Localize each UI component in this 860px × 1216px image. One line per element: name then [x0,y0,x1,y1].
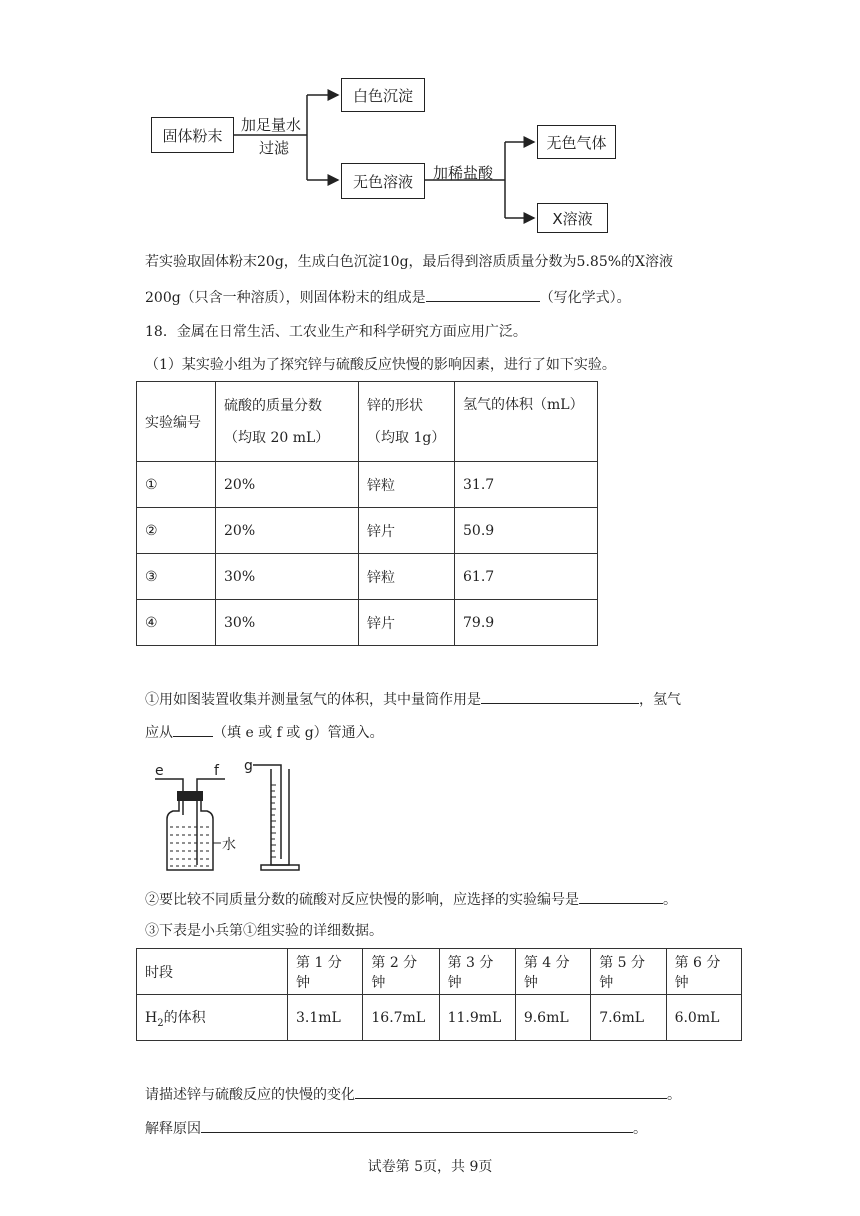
flow-box-x-solution: X溶液 [537,203,608,233]
header-acid [216,382,359,462]
cell-minute-6: 6.0mL [666,995,741,1041]
cell-volume: 79.9 [455,600,598,646]
flow-label-add-acid: 加稀盐酸 [433,164,494,182]
sub1-cylinder-blank[interactable] [481,688,639,704]
row-label-h2-volume [137,995,288,1041]
label-water: 水 [222,837,236,853]
cell-volume: 61.7 [455,554,598,600]
cell-minute-3: 11.9mL [439,995,515,1041]
cell-minute-4: 9.6mL [515,995,590,1041]
header-minute-4: 第 4 分钟 [515,949,590,995]
sub2-text: ②要比较不同质量分数的硫酸对反应快慢的影响，应选择的实验编号是 [145,892,579,908]
sub1-line1 [145,688,681,710]
table-row [137,995,742,1041]
cell-minute-5: 7.6mL [591,995,666,1041]
table-row [137,554,598,600]
q17-answer-blank[interactable] [426,286,540,302]
cell-zinc: 锌片 [359,508,455,554]
flow-label-add-water: 加足量水 [241,116,302,134]
header-minute-2: 第 2 分钟 [363,949,439,995]
describe-text: 请描述锌与硫酸反应的快慢的变化 [145,1087,355,1103]
page-footer: 试卷第 5页，共 9页 [367,1159,493,1175]
table-row [137,508,598,554]
header-acid-line1: 硫酸的质量分数 [224,397,322,414]
sub1-line2-text: 应从 [145,725,173,741]
q18-title: 18．金属在日常生活、工农业生产和科学研究方面应用广泛。 [145,324,527,340]
cell-zinc: 锌片 [359,600,455,646]
header-zinc-line2: （均取 1g） [367,429,446,446]
cell-minute-2: 16.7mL [363,995,439,1041]
explain-answer-blank[interactable] [201,1117,633,1133]
experiment-table [136,381,598,646]
cell-volume: 50.9 [455,508,598,554]
q18-part1: （1）某实验小组为了探究锌与硫酸反应快慢的影响因素，进行了如下实验。 [145,357,616,373]
label-e: e [155,763,164,779]
cell-acid: 30% [216,600,359,646]
label-g: g [244,758,253,774]
cell-minute-1: 3.1mL [288,995,363,1041]
header-minute-5: 第 5 分钟 [591,949,666,995]
explain-text: 解释原因 [145,1121,201,1137]
flowchart-arrows [0,0,860,240]
explain-end: 。 [633,1121,647,1137]
cell-exp-no: ④ [137,600,216,646]
table-header-row [137,949,742,995]
h2-subscript: 2 [157,1017,164,1029]
cell-acid: 30% [216,554,359,600]
sub1-line1-end: ，氢气 [639,692,681,708]
cell-acid: 20% [216,462,359,508]
q17-line2-end: （写化学式）。 [539,290,631,306]
flow-box-precipitate: 白色沉淀 [341,78,425,112]
gas-bottle-and-cylinder-icon [145,755,305,875]
cell-volume: 31.7 [455,462,598,508]
q17-line2 [145,286,631,308]
header-minute-3: 第 3 分钟 [439,949,515,995]
table-row [137,462,598,508]
cell-zinc: 锌粒 [359,554,455,600]
sub3-line: ③下表是小兵第①组实验的详细数据。 [145,923,383,939]
cell-acid: 20% [216,508,359,554]
h2-symbol: H [145,1009,158,1026]
label-f: f [214,763,219,779]
cell-zinc: 锌粒 [359,462,455,508]
cell-exp-no: ③ [137,554,216,600]
q17-line2-text: 200g（只含一种溶质），则固体粉末的组成是 [145,290,426,306]
describe-line [145,1083,681,1105]
header-minute-6: 第 6 分钟 [666,949,741,995]
describe-end: 。 [667,1087,681,1103]
flow-label-filter: 过滤 [259,139,290,157]
sub2-end: 。 [663,892,677,908]
sub1-line2 [145,721,384,743]
flow-box-start: 固体粉末 [151,117,234,153]
time-data-table [136,948,742,1041]
cell-exp-no: ② [137,508,216,554]
header-minute-1: 第 1 分钟 [288,949,363,995]
sub2-answer-blank[interactable] [579,888,663,904]
table-row [137,600,598,646]
sub1-line1-text: ①用如图装置收集并测量氢气的体积，其中量筒作用是 [145,692,481,708]
header-h2-volume: 氢气的体积（mL） [455,382,598,462]
header-zinc [359,382,455,462]
explain-line [145,1117,647,1139]
header-period: 时段 [137,949,288,995]
sub1-tube-blank[interactable] [173,721,213,737]
sub1-line2-end: （填 e 或 f 或 g）管通入。 [213,725,384,741]
flow-box-solution: 无色溶液 [341,163,425,199]
header-exp-no: 实验编号 [137,382,216,462]
flow-box-gas: 无色气体 [537,125,616,159]
cell-exp-no: ① [137,462,216,508]
describe-answer-blank[interactable] [355,1083,667,1099]
header-acid-line2: （均取 20 mL） [224,429,330,446]
q17-line1: 若实验取固体粉末20g，生成白色沉淀10g，最后得到溶质质量分数为5.85%的X溶液 [145,254,673,270]
h2-label-rest: 的体积 [163,1009,206,1026]
table-header-row [137,382,598,462]
sub2-line [145,888,677,910]
header-zinc-line1: 锌的形状 [367,397,423,414]
